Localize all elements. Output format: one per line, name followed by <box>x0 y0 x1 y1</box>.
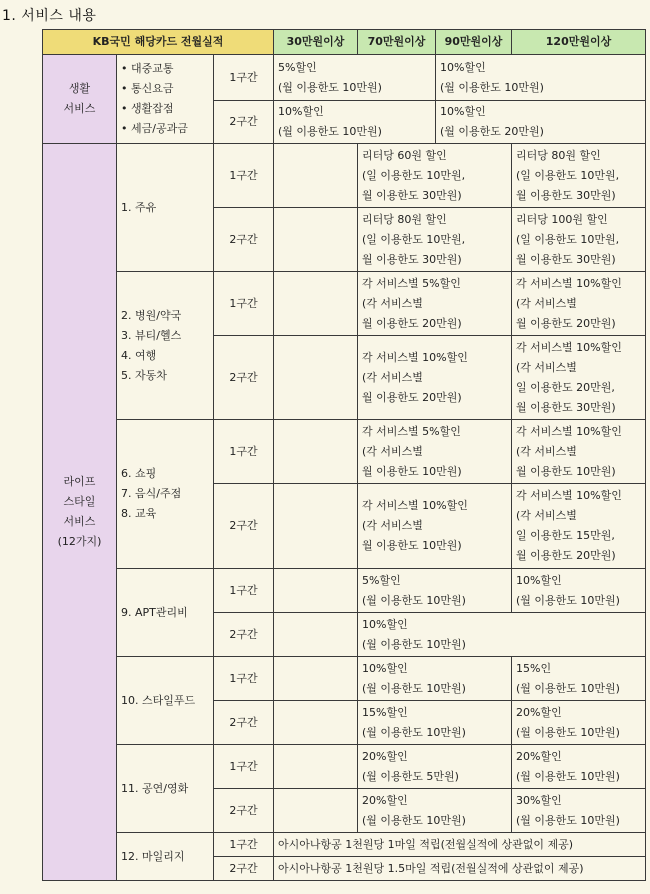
tier-70: 70만원이상 <box>358 30 436 55</box>
living-items <box>117 55 214 144</box>
benefit-cell-empty <box>274 336 358 420</box>
benefit-cell: 각 서비스별 10%할인 (각 서비스별 월 이용한도 10만원) <box>512 420 646 484</box>
benefit-cell: 15%할인 (월 이용한도 10만원) <box>358 701 512 745</box>
segment-label: 2구간 <box>214 701 274 745</box>
table-row <box>43 745 646 789</box>
service-names-health: 2. 병원/약국 3. 뷰티/헬스 4. 여행 5. 자동차 <box>117 272 214 420</box>
benefit-cell-empty <box>274 613 358 657</box>
benefit-cell: 30%할인 (월 이용한도 10만원) <box>512 789 646 833</box>
benefit-cell: 아시아나항공 1천원당 1마일 적립(전월실적에 상관없이 제공) <box>274 833 646 857</box>
service-name-mileage: 12. 마일리지 <box>117 833 214 881</box>
service-names-shopping: 6. 쇼핑 7. 음식/주점 8. 교육 <box>117 420 214 569</box>
tier-90: 90만원이상 <box>436 30 512 55</box>
benefit-cell: 리터당 80원 할인 (일 이용한도 10만원, 월 이용한도 30만원) <box>512 144 646 208</box>
service-name-food: 10. 스타일푸드 <box>117 657 214 745</box>
segment-label: 1구간 <box>214 272 274 336</box>
benefit-cell-empty <box>274 208 358 272</box>
benefit-cell: 각 서비스별 5%할인 (각 서비스별 월 이용한도 10만원) <box>358 420 512 484</box>
benefit-cell-empty <box>274 272 358 336</box>
segment-label: 2구간 <box>214 336 274 420</box>
tier-30: 30만원이상 <box>274 30 358 55</box>
benefit-cell-empty <box>274 657 358 701</box>
benefit-cell: 5%할인 (월 이용한도 10만원) <box>274 55 436 101</box>
benefit-cell: 각 서비스별 10%할인 (각 서비스별 월 이용한도 20만원) <box>512 272 646 336</box>
list-item: • 통신요금 <box>121 79 209 99</box>
segment-label: 1구간 <box>214 833 274 857</box>
tier-120: 120만원이상 <box>512 30 646 55</box>
segment-label: 1구간 <box>214 745 274 789</box>
benefit-cell: 리터당 60원 할인 (일 이용한도 10만원, 월 이용한도 30만원) <box>358 144 512 208</box>
segment-label: 1구간 <box>214 569 274 613</box>
segment-label: 2구간 <box>214 789 274 833</box>
table-row <box>43 144 646 208</box>
benefit-cell: 아시아나항공 1천원당 1.5마일 적립(전월실적에 상관없이 제공) <box>274 857 646 881</box>
benefit-cell: 10%할인 (월 이용한도 10만원) <box>358 613 646 657</box>
benefit-cell: 리터당 80원 할인 (일 이용한도 10만원, 월 이용한도 30만원) <box>358 208 512 272</box>
benefit-cell-empty <box>274 484 358 569</box>
table-row <box>43 272 646 336</box>
segment-label: 2구간 <box>214 857 274 881</box>
benefit-cell: 10%할인 (월 이용한도 10만원) <box>274 101 436 144</box>
benefit-cell: 각 서비스별 10%할인 (각 서비스별 일 이용한도 20만원, 월 이용한도 30만원) <box>512 336 646 420</box>
segment-label: 1구간 <box>214 144 274 208</box>
page-heading: 1. 서비스 내용 <box>2 8 97 24</box>
benefit-cell: 10%할인 (월 이용한도 10만원) <box>512 569 646 613</box>
list-item: • 세금/공과금 <box>121 119 209 139</box>
benefit-cell: 20%할인 (월 이용한도 10만원) <box>512 701 646 745</box>
table-header-row <box>43 30 646 55</box>
service-name-oil: 1. 주유 <box>117 144 214 272</box>
benefit-cell: 20%할인 (월 이용한도 5만원) <box>358 745 512 789</box>
benefit-cell-empty <box>274 144 358 208</box>
segment-label: 1구간 <box>214 657 274 701</box>
category-living: 생활 서비스 <box>43 55 117 144</box>
segment-label: 2구간 <box>214 484 274 569</box>
service-name-apt: 9. APT관리비 <box>117 569 214 657</box>
segment-label: 1구간 <box>214 420 274 484</box>
benefit-cell-empty <box>274 745 358 789</box>
table-row <box>43 657 646 701</box>
category-lifestyle: 라이프 스타일 서비스 (12가지) <box>43 144 117 881</box>
benefit-cell: 각 서비스별 10%할인 (각 서비스별 월 이용한도 20만원) <box>358 336 512 420</box>
segment-label: 2구간 <box>214 613 274 657</box>
benefit-cell: 20%할인 (월 이용한도 10만원) <box>358 789 512 833</box>
benefit-cell: 각 서비스별 10%할인 (각 서비스별 일 이용한도 15만원, 월 이용한도 20만원) <box>512 484 646 569</box>
list-item: • 생활잡점 <box>121 99 209 119</box>
benefit-cell: 각 서비스별 5%할인 (각 서비스별 월 이용한도 20만원) <box>358 272 512 336</box>
table-row <box>43 569 646 613</box>
benefit-cell: 10%할인 (월 이용한도 10만원) <box>358 657 512 701</box>
header-title: KB국민 해당카드 전월실적 <box>43 30 274 55</box>
benefit-cell: 각 서비스별 10%할인 (각 서비스별 월 이용한도 10만원) <box>358 484 512 569</box>
table-row <box>43 55 646 101</box>
benefit-cell-empty <box>274 420 358 484</box>
service-table <box>42 29 646 881</box>
benefit-cell: 5%할인 (월 이용한도 10만원) <box>358 569 512 613</box>
service-name-show: 11. 공연/영화 <box>117 745 214 833</box>
benefit-cell-empty <box>274 569 358 613</box>
benefit-cell-empty <box>274 701 358 745</box>
benefit-cell: 15%인 (월 이용한도 10만원) <box>512 657 646 701</box>
benefit-cell: 20%할인 (월 이용한도 10만원) <box>512 745 646 789</box>
benefit-cell: 10%할인 (월 이용한도 20만원) <box>436 101 646 144</box>
segment-label: 1구간 <box>214 55 274 101</box>
benefit-cell: 리터당 100원 할인 (일 이용한도 10만원, 월 이용한도 30만원) <box>512 208 646 272</box>
table-row <box>43 833 646 857</box>
table-row <box>43 420 646 484</box>
benefit-cell: 10%할인 (월 이용한도 10만원) <box>436 55 646 101</box>
list-item: • 대중교통 <box>121 59 209 79</box>
segment-label: 2구간 <box>214 101 274 144</box>
segment-label: 2구간 <box>214 208 274 272</box>
benefit-cell-empty <box>274 789 358 833</box>
